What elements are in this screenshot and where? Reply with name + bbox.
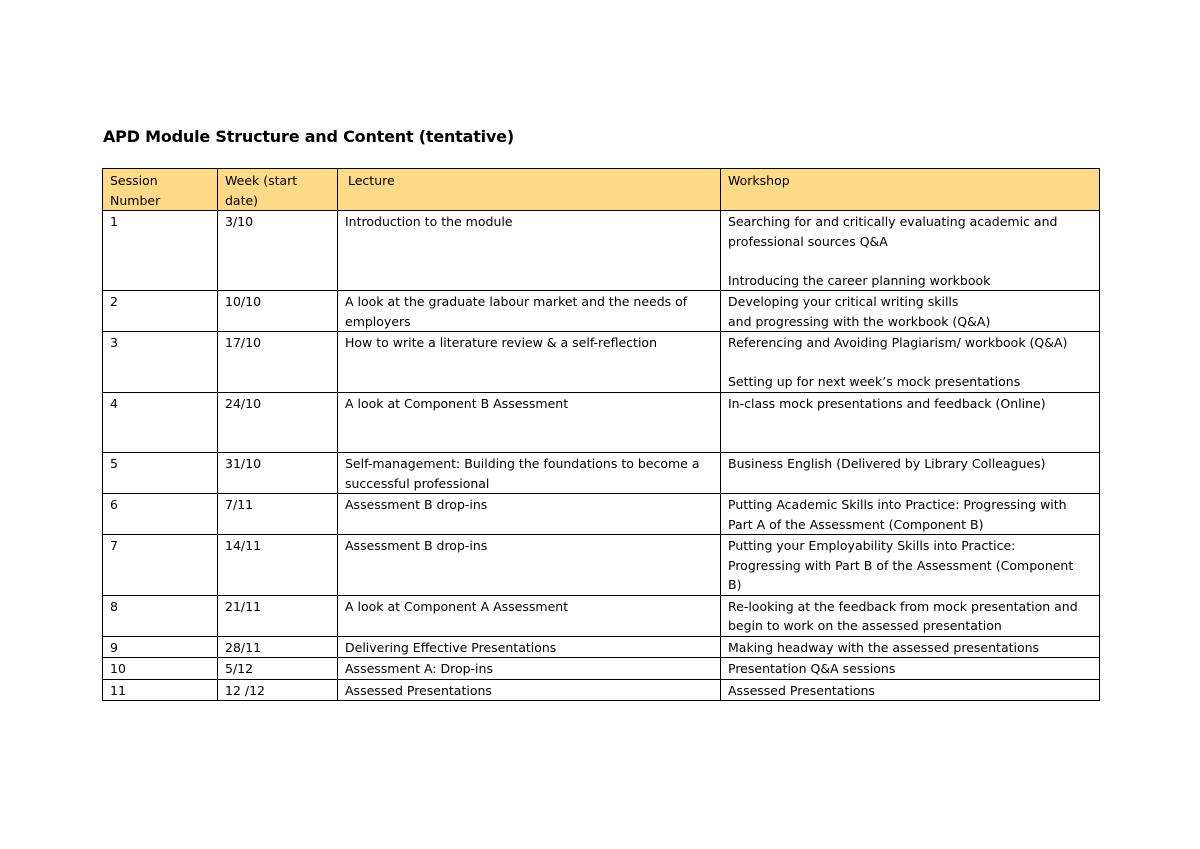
table-row	[103, 535, 1100, 596]
lecture-cell: Delivering Effective Presentations	[338, 636, 721, 658]
table-row	[103, 211, 1100, 291]
week-cell: 31/10	[218, 453, 338, 494]
week-cell: 3/10	[218, 211, 338, 291]
workshop-cell: Re-looking at the feedback from mock presentation and begin to work on the assessed presentation	[721, 595, 1100, 636]
session-number-cell: 3	[103, 332, 218, 393]
lecture-cell: How to write a literature review & a self-reflection	[338, 332, 721, 393]
lecture-cell: Introduction to the module	[338, 211, 721, 291]
week-cell: 12 /12	[218, 679, 338, 701]
header-workshop: Workshop	[721, 169, 1100, 211]
lecture-cell: Assessment B drop-ins	[338, 494, 721, 535]
week-cell: 10/10	[218, 291, 338, 332]
table-row	[103, 595, 1100, 636]
workshop-cell: Searching for and critically evaluating academic and professional sources Q&A Introducing the career planning workbook	[721, 211, 1100, 291]
module-schedule-table	[102, 168, 1100, 701]
week-cell: 14/11	[218, 535, 338, 596]
table-row	[103, 392, 1100, 453]
session-number-cell: 1	[103, 211, 218, 291]
workshop-cell: Assessed Presentations	[721, 679, 1100, 701]
table-row	[103, 494, 1100, 535]
table-row	[103, 636, 1100, 658]
header-row	[103, 169, 1100, 211]
session-number-cell: 9	[103, 636, 218, 658]
session-number-cell: 6	[103, 494, 218, 535]
table-row	[103, 453, 1100, 494]
session-number-cell: 11	[103, 679, 218, 701]
lecture-cell: Assessed Presentations	[338, 679, 721, 701]
lecture-cell: Self-management: Building the foundations to become a successful professional	[338, 453, 721, 494]
week-cell: 17/10	[218, 332, 338, 393]
workshop-cell: Referencing and Avoiding Plagiarism/ workbook (Q&A) Setting up for next week’s mock presentations	[721, 332, 1100, 393]
session-number-cell: 10	[103, 658, 218, 680]
header-lecture: Lecture	[338, 169, 721, 211]
workshop-cell: Developing your critical writing skills and progressing with the workbook (Q&A)	[721, 291, 1100, 332]
session-number-cell: 7	[103, 535, 218, 596]
table-row	[103, 291, 1100, 332]
table-row	[103, 679, 1100, 701]
session-number-cell: 8	[103, 595, 218, 636]
lecture-cell: A look at Component A Assessment	[338, 595, 721, 636]
lecture-cell: Assessment B drop-ins	[338, 535, 721, 596]
workshop-cell: Business English (Delivered by Library Colleagues)	[721, 453, 1100, 494]
header-week-start-date: Week (start date)	[218, 169, 338, 211]
lecture-cell: Assessment A: Drop-ins	[338, 658, 721, 680]
lecture-cell: A look at Component B Assessment	[338, 392, 721, 453]
week-cell: 7/11	[218, 494, 338, 535]
lecture-cell: A look at the graduate labour market and the needs of employers	[338, 291, 721, 332]
workshop-cell: Putting Academic Skills into Practice: Progressing with Part A of the Assessment (Component B)	[721, 494, 1100, 535]
week-cell: 24/10	[218, 392, 338, 453]
header-session-number: Session Number	[103, 169, 218, 211]
week-cell: 21/11	[218, 595, 338, 636]
table-row	[103, 332, 1100, 393]
table-row	[103, 658, 1100, 680]
week-cell: 5/12	[218, 658, 338, 680]
session-number-cell: 2	[103, 291, 218, 332]
session-number-cell: 4	[103, 392, 218, 453]
week-cell: 28/11	[218, 636, 338, 658]
session-number-cell: 5	[103, 453, 218, 494]
document-title: APD Module Structure and Content (tentative)	[103, 127, 514, 146]
workshop-cell: In-class mock presentations and feedback (Online)	[721, 392, 1100, 453]
workshop-cell: Putting your Employability Skills into Practice: Progressing with Part B of the Assessment (Component B)	[721, 535, 1100, 596]
workshop-cell: Presentation Q&A sessions	[721, 658, 1100, 680]
workshop-cell: Making headway with the assessed presentations	[721, 636, 1100, 658]
